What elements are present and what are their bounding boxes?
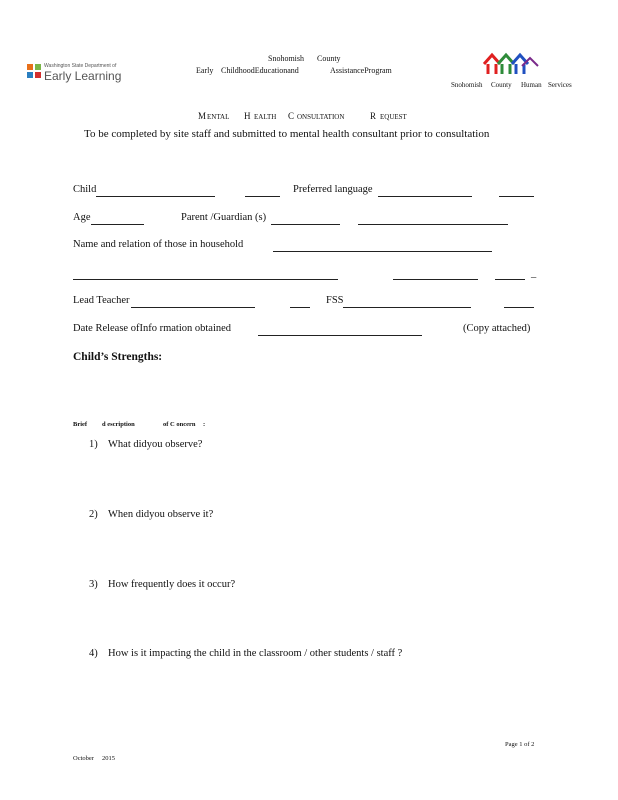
lead-teacher-field-extra[interactable] <box>290 307 310 308</box>
strengths-heading: Child’s Strengths: <box>73 351 163 363</box>
preferred-language-field[interactable] <box>378 196 472 197</box>
program-assistance: AssistanceProgram <box>330 66 392 75</box>
program-early: Early <box>196 66 214 75</box>
parent-guardian-label: Parent /Guardian (s) <box>181 212 267 223</box>
question-4-text: How is it impacting the child in the classroom / other students / staff ? <box>108 648 403 659</box>
household-dash: _ <box>531 268 537 279</box>
county-word: County <box>317 54 341 63</box>
page-number: Page 1 of 2 <box>505 741 535 748</box>
title-m: M <box>198 111 207 121</box>
question-1-text: What didyou observe? <box>108 439 203 450</box>
copy-attached-label: (Copy attached) <box>463 323 531 334</box>
footer-year: 2015 <box>102 755 115 762</box>
date-release-label: Date Release ofInfo rmation obtained <box>73 323 232 334</box>
household-field-line2b[interactable] <box>393 279 478 280</box>
county-name: Snohomish <box>268 54 305 63</box>
question-3-text: How frequently does it occur? <box>108 579 236 590</box>
household-field-line2c[interactable] <box>495 279 525 280</box>
concern-description: d escription <box>102 421 135 428</box>
title-h: H <box>244 111 251 121</box>
lead-teacher-field[interactable] <box>131 307 255 308</box>
human-services-logo <box>482 52 542 78</box>
title-ental: ENTAL <box>207 113 230 121</box>
early-learning-logo <box>26 63 146 85</box>
caption-county: County <box>491 81 512 89</box>
question-3-number: 3) <box>89 579 98 590</box>
logo-title: Early Learning <box>44 69 122 83</box>
lead-teacher-label: Lead Teacher <box>73 295 130 306</box>
child-field[interactable] <box>96 196 215 197</box>
house-arrows-icon <box>482 52 542 78</box>
concern-of: of C oncern <box>163 421 196 428</box>
caption-snohomish: Snohomish <box>451 81 483 89</box>
age-label: Age <box>73 212 91 223</box>
household-field[interactable] <box>273 251 492 252</box>
question-2-number: 2) <box>89 509 98 520</box>
question-2-text: When didyou observe it? <box>108 509 214 520</box>
form-subtitle: To be completed by site staff and submitted to mental health consultant prior to consultation <box>84 128 490 140</box>
caption-services: Services <box>548 81 572 89</box>
child-field-extra[interactable] <box>245 196 280 197</box>
preferred-language-label: Preferred language <box>293 184 373 195</box>
title-equest: EQUEST <box>380 113 407 121</box>
program-eceap: ChildhoodEducationand <box>221 66 299 75</box>
early-learning-icon <box>26 63 42 81</box>
parent-guardian-field-extra[interactable] <box>358 224 508 225</box>
title-ealth: EALTH <box>254 113 277 121</box>
caption-human: Human <box>521 81 542 89</box>
footer-month: October <box>73 755 94 762</box>
fss-label: FSS <box>326 295 344 306</box>
concern-brief: Brief <box>73 421 88 428</box>
parent-guardian-field[interactable] <box>271 224 340 225</box>
preferred-language-field-extra[interactable] <box>499 196 534 197</box>
child-label: Child <box>73 184 97 195</box>
title-onsultation: ONSULTATION <box>297 113 345 121</box>
question-1-number: 1) <box>89 439 98 450</box>
title-c: C <box>288 111 295 121</box>
fss-field-extra[interactable] <box>504 307 534 308</box>
fss-field[interactable] <box>343 307 471 308</box>
concern-colon: : <box>203 421 206 428</box>
age-field[interactable] <box>91 224 144 225</box>
title-r: R <box>370 111 377 121</box>
logo-subtitle: Washington State Department of <box>44 63 117 69</box>
household-field-line2[interactable] <box>73 279 338 280</box>
household-label: Name and relation of those in household <box>73 239 244 250</box>
question-4-number: 4) <box>89 648 98 659</box>
date-release-field[interactable] <box>258 335 422 336</box>
